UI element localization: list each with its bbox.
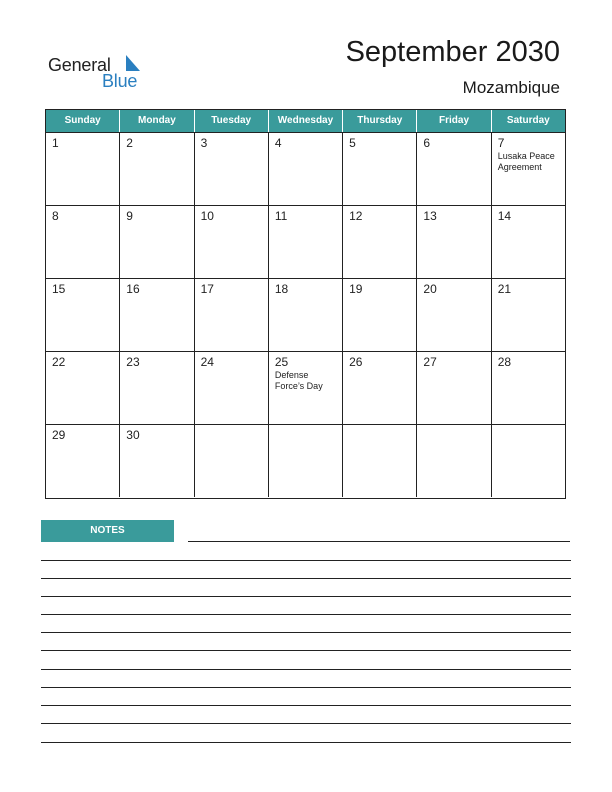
day-cell: [120, 279, 194, 351]
day-cell: [46, 352, 120, 424]
day-cell: [269, 279, 343, 351]
day-number: 21: [497, 282, 512, 296]
notes-line: [41, 560, 571, 561]
day-cell: [269, 425, 343, 497]
day-cell: [417, 206, 491, 278]
day-cell: [269, 352, 343, 424]
day-number: 22: [52, 355, 66, 369]
day-cell: [46, 279, 120, 351]
day-cell: [269, 133, 343, 205]
notes-line: [41, 632, 571, 633]
logo-text-general: General: [48, 55, 111, 75]
notes-line: [41, 650, 571, 651]
day-number: 11: [274, 209, 288, 223]
day-number: 14: [497, 209, 512, 223]
day-number: 13: [423, 209, 437, 223]
day-cell: [492, 352, 565, 424]
week-row: [46, 132, 565, 205]
calendar-grid: [45, 109, 566, 499]
day-number: 20: [423, 282, 437, 296]
holiday-event: Lusaka Peace Agreement: [497, 151, 555, 172]
day-number: 6: [423, 136, 431, 150]
day-number: 29: [52, 428, 66, 442]
day-cell: [343, 279, 417, 351]
week-row: [46, 424, 565, 497]
weekday-wednesday: Wednesday: [269, 110, 343, 132]
day-cell: [120, 133, 194, 205]
day-number: 30: [126, 428, 140, 442]
notes-line: [41, 687, 571, 688]
day-number: 23: [126, 355, 140, 369]
weekday-thursday: Thursday: [343, 110, 417, 132]
day-cell: [195, 133, 269, 205]
day-number: 3: [200, 136, 208, 150]
day-number: 28: [497, 355, 512, 369]
day-number: 7: [497, 136, 505, 150]
weekday-saturday: Saturday: [506, 115, 550, 126]
day-number: 5: [349, 136, 356, 150]
day-number: 19: [349, 282, 363, 296]
day-number: 25: [274, 355, 289, 369]
notes-line: [41, 669, 571, 670]
day-number: 9: [126, 209, 133, 223]
day-number: 27: [423, 355, 437, 369]
day-number: 10: [200, 209, 214, 223]
day-number: 16: [126, 282, 140, 296]
day-number: 2: [126, 136, 133, 150]
day-cell: [343, 206, 417, 278]
weekday-header-row: [46, 110, 565, 132]
logo-text-blue: Blue: [102, 71, 138, 91]
day-cell: [417, 279, 491, 351]
day-number: 1: [52, 136, 59, 150]
day-number: 26: [349, 355, 363, 369]
day-cell: [417, 425, 491, 497]
day-cell: [195, 352, 269, 424]
day-cell: [417, 133, 491, 205]
day-cell: [343, 352, 417, 424]
day-number: 18: [274, 282, 289, 296]
day-cell: [195, 206, 269, 278]
day-cell: [343, 425, 417, 497]
notes-line: [41, 705, 571, 706]
day-cell: [269, 206, 343, 278]
notes-line: [41, 596, 571, 597]
notes-label: NOTES: [41, 520, 174, 542]
holiday-event: Defense Force’s Day: [274, 370, 323, 391]
notes-line: [41, 614, 571, 615]
day-number: 4: [274, 136, 282, 150]
day-number: 8: [52, 209, 59, 223]
country-name: Mozambique: [462, 78, 560, 97]
week-row: [46, 205, 565, 278]
notes-line: [188, 541, 570, 542]
day-cell: [120, 352, 194, 424]
day-cell: [120, 425, 194, 497]
day-number: 24: [200, 355, 214, 369]
week-row: [46, 278, 565, 351]
day-number: 12: [349, 209, 363, 223]
weekday-sunday: Sunday: [46, 110, 120, 132]
notes-line: [41, 578, 571, 579]
day-cell: [492, 133, 565, 205]
day-cell: [343, 133, 417, 205]
notes-line: [41, 723, 571, 724]
day-cell: [195, 279, 269, 351]
weekday-tuesday: Tuesday: [195, 110, 269, 132]
notes-line: [41, 742, 571, 743]
day-cell: [492, 279, 565, 351]
day-number: 17: [200, 282, 214, 296]
week-row: [46, 351, 565, 424]
day-cell: [417, 352, 491, 424]
day-cell: [492, 425, 565, 497]
day-cell: [46, 133, 120, 205]
day-cell: [120, 206, 194, 278]
weekday-monday: Monday: [120, 110, 194, 132]
generalblue-logo: [48, 52, 148, 92]
day-number: 15: [52, 282, 66, 296]
day-cell: [46, 425, 120, 497]
page-title: September 2030: [345, 36, 560, 68]
day-cell: [46, 206, 120, 278]
weekday-friday: Friday: [417, 110, 491, 132]
day-cell: [195, 425, 269, 497]
day-cell: [492, 206, 565, 278]
